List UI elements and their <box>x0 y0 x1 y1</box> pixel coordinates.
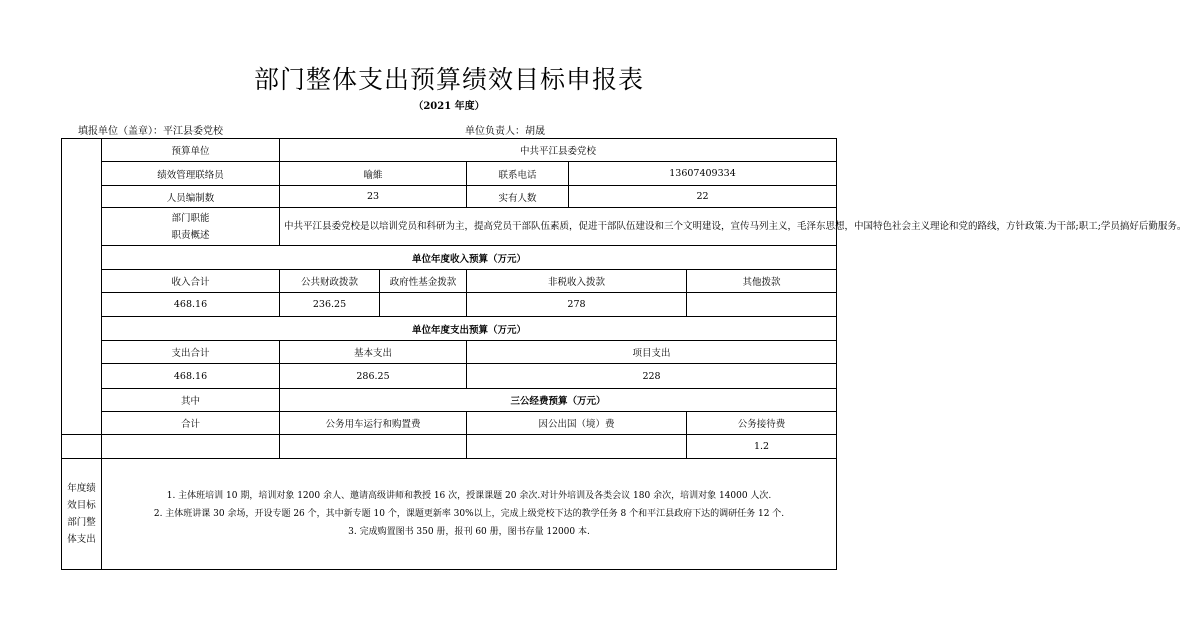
expense-basic-value: 286.25 <box>280 364 467 389</box>
left-margin-cell-lower <box>62 435 102 459</box>
staff-quota-label: 人员编制数 <box>102 186 280 208</box>
income-nontax-label: 非税收入拨款 <box>467 270 687 293</box>
performance-target-table <box>61 138 1186 570</box>
vehicle-cost-label: 公务用车运行和购置费 <box>280 412 467 435</box>
goal-item: 2. 主体班讲课 30 余场，开设专题 26 个，其中新专题 10 个，课题更新率 30%以上，完成上级党校下达的教学任务 8 个和平江县政府下达的调研任务 12 个. <box>153 509 785 519</box>
phone-label: 联系电话 <box>467 162 569 186</box>
goals-label-line: 年度绩 <box>67 483 96 494</box>
vehicle-cost-value <box>280 435 467 459</box>
income-nontax-value: 278 <box>467 293 687 317</box>
filing-unit: 填报单位（盖章）：平江县委党校 <box>78 126 223 137</box>
annual-goals-content <box>102 459 837 570</box>
goals-label-line: 体支出 <box>67 534 96 545</box>
expense-heading: 单位年度支出预算（万元） <box>102 317 837 341</box>
expense-project-label: 项目支出 <box>467 341 837 364</box>
duty-label-line-1: 部门职能 <box>171 212 210 224</box>
budget-unit-label: 预算单位 <box>102 139 280 162</box>
expense-total-value: 468.16 <box>102 364 280 389</box>
abroad-cost-value <box>467 435 687 459</box>
actual-staff-label: 实有人数 <box>467 186 569 208</box>
income-fund-value <box>380 293 467 317</box>
income-fund-label: 政府性基金拨款 <box>380 270 467 293</box>
three-public-total-value <box>102 435 280 459</box>
reception-cost-value: 1.2 <box>687 435 837 459</box>
unit-responsible: 单位负责人：胡晟 <box>465 126 545 137</box>
goal-item: 1. 主体班培训 10 期，培训对象 1200 余人、邀请高级讲师和教授 16 次，授课课题 20 余次.对计外培训及各类会议 180 余次，培训对象 14000 人次. <box>166 491 772 501</box>
annual-goals-label <box>62 459 102 570</box>
reception-cost-label: 公务接待费 <box>687 412 837 435</box>
actual-staff-value: 22 <box>569 186 837 208</box>
page-title: 部门整体支出预算绩效目标申报表 <box>253 65 644 94</box>
income-other-label: 其他拨款 <box>687 270 837 293</box>
goals-label-line: 部门整 <box>67 517 96 528</box>
income-total-value: 468.16 <box>102 293 280 317</box>
income-fiscal-value: 236.25 <box>280 293 380 317</box>
income-heading: 单位年度收入预算（万元） <box>102 246 837 270</box>
staff-quota-value: 23 <box>280 186 467 208</box>
contact-value: 喻維 <box>280 162 467 186</box>
goals-label-line: 效目标 <box>67 500 96 511</box>
left-margin-cell <box>62 139 102 435</box>
duty-label-line-2: 职责概述 <box>171 229 210 241</box>
three-public-total-label: 合计 <box>102 412 280 435</box>
three-public-heading: 三公经费预算（万元） <box>280 389 837 412</box>
duty-description: 中共平江县委党校是以培训党员和科研为主，提高党员干部队伍素质，促进干部队伍建设和三个文明建设，宣传马列主义，毛泽东思想，中国特色社会主义理论和党的路线，方针政策.为干部;职工;学员搞好后勤服务。 <box>280 208 837 246</box>
fiscal-year: （2021 年度） <box>413 101 485 112</box>
duty-label <box>102 208 280 246</box>
goal-item: 3. 完成购置图书 350 册，报刊 60 册，图书存量 12000 本. <box>348 527 590 537</box>
of-which-label: 其中 <box>102 389 280 412</box>
abroad-cost-label: 因公出国（境）费 <box>467 412 687 435</box>
contact-label: 绩效管理联络员 <box>102 162 280 186</box>
expense-basic-label: 基本支出 <box>280 341 467 364</box>
expense-total-label: 支出合计 <box>102 341 280 364</box>
income-total-label: 收入合计 <box>102 270 280 293</box>
budget-unit-value: 中共平江县委党校 <box>280 139 837 162</box>
income-other-value <box>687 293 837 317</box>
income-fiscal-label: 公共财政拨款 <box>280 270 380 293</box>
expense-project-value: 228 <box>467 364 837 389</box>
phone-value: 13607409334 <box>569 162 837 186</box>
